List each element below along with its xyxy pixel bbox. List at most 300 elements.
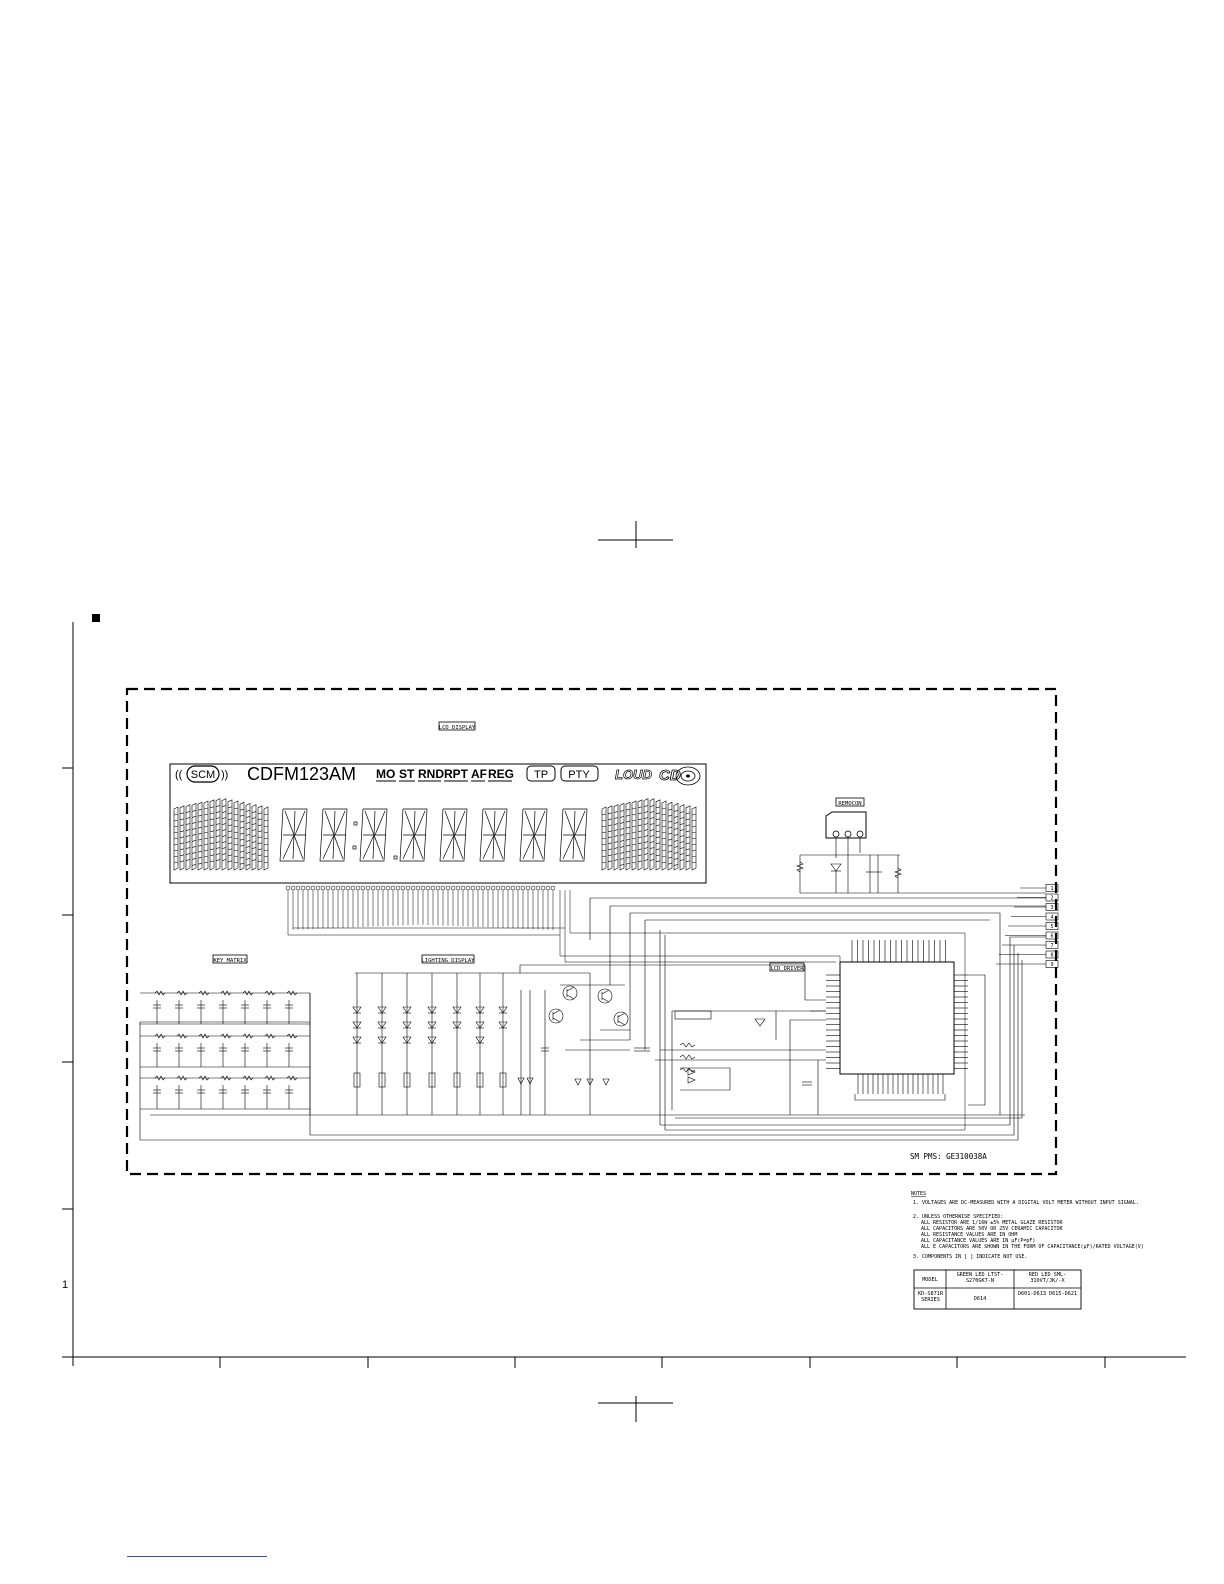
level-bar-segment bbox=[680, 818, 684, 819]
level-bar-segment bbox=[632, 838, 636, 839]
lcd-pin bbox=[471, 886, 475, 890]
digit-segment bbox=[525, 811, 534, 835]
digit-segment bbox=[403, 835, 414, 859]
level-bar-segment bbox=[180, 855, 184, 856]
level-bar-segment bbox=[620, 840, 624, 841]
ic-bottom-bus bbox=[855, 1094, 945, 1100]
lcd-pin bbox=[346, 886, 350, 890]
transistor-icon bbox=[614, 1012, 628, 1026]
level-bar-segment bbox=[662, 832, 666, 833]
notes-heading: NOTES bbox=[911, 1191, 927, 1197]
level-bar-segment bbox=[264, 826, 268, 827]
lcd-digit bbox=[440, 809, 467, 861]
level-bar-segment bbox=[650, 860, 654, 861]
connector-pin-number: 6 bbox=[1050, 933, 1054, 940]
level-bar-segment bbox=[240, 851, 244, 852]
level-bar-segment bbox=[240, 821, 244, 822]
led-table-header-red: RED LED SML-310VT/JK/-X bbox=[1028, 1272, 1067, 1284]
indicator-tp: TP bbox=[533, 769, 549, 781]
svg-text:((: (( bbox=[175, 769, 183, 781]
level-bar-segment bbox=[180, 861, 184, 862]
level-bar-segment bbox=[608, 861, 612, 862]
level-bar-segment bbox=[602, 826, 606, 827]
level-bar-segment bbox=[626, 815, 630, 816]
transistor-icon bbox=[598, 989, 612, 1003]
diode-icon bbox=[688, 1069, 695, 1075]
level-bar-segment bbox=[620, 816, 624, 817]
level-bar-segment bbox=[680, 812, 684, 813]
level-bar bbox=[644, 799, 648, 870]
level-bar-segment bbox=[198, 809, 202, 810]
level-bar-segment bbox=[240, 863, 244, 864]
level-bar-segment bbox=[252, 848, 256, 849]
level-bar-segment bbox=[626, 827, 630, 828]
level-bar-segment bbox=[210, 855, 214, 856]
wire bbox=[968, 975, 985, 1105]
level-bar bbox=[198, 802, 202, 870]
lcd-pin bbox=[496, 886, 500, 890]
level-bar-segment bbox=[186, 836, 190, 837]
level-bar-segment bbox=[644, 818, 648, 819]
level-bar-segment bbox=[602, 820, 606, 821]
digit-segment bbox=[365, 811, 374, 835]
level-bar-segment bbox=[668, 815, 672, 816]
level-bar-segment bbox=[614, 812, 618, 813]
level-bar-segment bbox=[246, 840, 250, 841]
grid-row-number: 1 bbox=[62, 1279, 69, 1291]
level-bar-segment bbox=[246, 852, 250, 853]
digit-segment bbox=[575, 811, 585, 835]
level-bar-segment bbox=[680, 824, 684, 825]
level-bar-segment bbox=[620, 828, 624, 829]
level-bar-segment bbox=[204, 820, 208, 821]
digit-segment bbox=[334, 835, 343, 859]
level-bar bbox=[222, 799, 226, 870]
level-bar-segment bbox=[186, 818, 190, 819]
digit-segment bbox=[335, 811, 345, 835]
bus-line bbox=[570, 890, 965, 1130]
connector-pin-number: 4 bbox=[1050, 914, 1054, 921]
lcd-pin bbox=[421, 886, 425, 890]
lcd-pin bbox=[536, 886, 540, 890]
level-bar bbox=[240, 802, 244, 870]
digit-segment bbox=[415, 811, 425, 835]
level-bar bbox=[228, 800, 232, 870]
level-bar-segment bbox=[222, 860, 226, 861]
level-bar-segment bbox=[246, 858, 250, 859]
indicator-pty: PTY bbox=[568, 769, 590, 781]
lcd-pin bbox=[426, 886, 430, 890]
level-bar-segment bbox=[638, 843, 642, 844]
cd-logo-text: CD bbox=[659, 767, 681, 784]
level-bar-segment bbox=[602, 850, 606, 851]
lcd-digit bbox=[400, 809, 427, 861]
level-bar-segment bbox=[228, 855, 232, 856]
level-bar-segment bbox=[246, 834, 250, 835]
level-bar-segment bbox=[602, 856, 606, 857]
level-bar-segment bbox=[632, 808, 636, 809]
level-bar bbox=[650, 799, 654, 870]
digit-segment bbox=[455, 811, 465, 835]
connector-pin-number: 1 bbox=[1050, 886, 1054, 892]
level-bar-segment bbox=[686, 837, 690, 838]
lcd-pin bbox=[446, 886, 450, 890]
level-bar-segment bbox=[692, 856, 696, 857]
level-bar-segment bbox=[204, 850, 208, 851]
level-bar-segment bbox=[222, 848, 226, 849]
digit-segment bbox=[485, 811, 494, 835]
connector-pin-number: 7 bbox=[1050, 943, 1054, 949]
level-bar-segment bbox=[264, 820, 268, 821]
resistor bbox=[675, 1011, 711, 1019]
diode-icon bbox=[603, 1079, 609, 1085]
level-bar-segment bbox=[198, 851, 202, 852]
level-bar-segment bbox=[644, 824, 648, 825]
level-bar-segment bbox=[210, 813, 214, 814]
lcd-pin bbox=[301, 886, 305, 890]
level-bar-segment bbox=[228, 843, 232, 844]
level-bar-segment bbox=[252, 860, 256, 861]
level-bar-segment bbox=[686, 861, 690, 862]
connector-trace bbox=[140, 953, 1018, 1140]
level-bar-segment bbox=[608, 819, 612, 820]
level-bar-segment bbox=[644, 836, 648, 837]
level-bar-segment bbox=[204, 856, 208, 857]
level-bar-segment bbox=[662, 826, 666, 827]
level-bar-segment bbox=[662, 844, 666, 845]
lcd-display-block bbox=[170, 722, 706, 883]
level-bar-segment bbox=[216, 812, 220, 813]
footer-link-underline[interactable] bbox=[127, 1556, 267, 1557]
level-bar-segment bbox=[692, 838, 696, 839]
connector-trace bbox=[630, 913, 1000, 1115]
level-bar-segment bbox=[174, 832, 178, 833]
level-bar-segment bbox=[674, 816, 678, 817]
level-bar-segment bbox=[644, 806, 648, 807]
level-bar-segment bbox=[602, 844, 606, 845]
digit-segment bbox=[494, 835, 503, 859]
level-bar-segment bbox=[174, 814, 178, 815]
level-bar-segment bbox=[186, 830, 190, 831]
level-bar-segment bbox=[198, 845, 202, 846]
section-bullet bbox=[92, 614, 100, 622]
level-bar-segment bbox=[246, 846, 250, 847]
level-bar-segment bbox=[662, 850, 666, 851]
digit-segment bbox=[443, 835, 454, 859]
level-bar-segment bbox=[662, 814, 666, 815]
level-bar-segment bbox=[674, 864, 678, 865]
lcd-pin bbox=[371, 886, 375, 890]
level-bar-segment bbox=[174, 844, 178, 845]
lcd-pin bbox=[411, 886, 415, 890]
level-bar-segment bbox=[252, 854, 256, 855]
lcd-pin bbox=[456, 886, 460, 890]
level-bar-segment bbox=[192, 864, 196, 865]
level-bar-segment bbox=[638, 831, 642, 832]
lcd-pin bbox=[296, 886, 300, 890]
level-bar-segment bbox=[246, 810, 250, 811]
note-line-5: ALL RESISTANCE VALUES ARE IN OHM bbox=[921, 1232, 1018, 1238]
lcd-pin bbox=[416, 886, 420, 890]
level-bar-segment bbox=[626, 809, 630, 810]
lighting-display-label: LIGHTING DISPLAY bbox=[421, 958, 475, 964]
level-bar-segment bbox=[222, 830, 226, 831]
indicator-rpt: RPT bbox=[444, 767, 468, 781]
lcd-pin bbox=[341, 886, 345, 890]
level-bar-segment bbox=[252, 818, 256, 819]
level-bar-segment bbox=[210, 837, 214, 838]
level-bar-segment bbox=[198, 815, 202, 816]
level-bar bbox=[234, 801, 238, 870]
level-bar-segment bbox=[686, 831, 690, 832]
level-bar-segment bbox=[210, 861, 214, 862]
note-line-2: 2. UNLESS OTHERWISE SPECIFIED: bbox=[913, 1214, 1004, 1220]
level-bar-segment bbox=[668, 839, 672, 840]
digit-segment bbox=[405, 811, 414, 835]
level-bar-segment bbox=[264, 814, 268, 815]
level-bar-segment bbox=[638, 861, 642, 862]
level-bar-segment bbox=[174, 838, 178, 839]
level-bar-segment bbox=[680, 836, 684, 837]
level-bar-segment bbox=[240, 833, 244, 834]
level-bar-segment bbox=[192, 816, 196, 817]
level-bar-segment bbox=[656, 825, 660, 826]
digit-segment bbox=[454, 835, 463, 859]
lcd-pin bbox=[336, 886, 340, 890]
diode-icon bbox=[755, 1019, 765, 1026]
lcd-pin bbox=[406, 886, 410, 890]
digit-segment bbox=[445, 811, 454, 835]
remocon-label: REMOCON bbox=[838, 801, 862, 807]
digit-segment bbox=[295, 811, 305, 835]
level-bar-segment bbox=[252, 824, 256, 825]
level-bar-segment bbox=[258, 861, 262, 862]
level-bar-segment bbox=[626, 839, 630, 840]
note-line-8: 3. COMPONENTS IN [ ] INDICATE NOT USE. bbox=[913, 1254, 1028, 1260]
connector-trace bbox=[675, 960, 1022, 1118]
level-bar-segment bbox=[632, 850, 636, 851]
level-bar-segment bbox=[644, 848, 648, 849]
level-bar-segment bbox=[246, 822, 250, 823]
wire bbox=[790, 1011, 826, 1115]
digit-segment bbox=[363, 835, 374, 859]
lcd-digits bbox=[280, 809, 587, 861]
level-bar-segment bbox=[686, 813, 690, 814]
transistor-emitter bbox=[567, 995, 574, 999]
level-bar-segment bbox=[680, 842, 684, 843]
level-bar-segment bbox=[258, 825, 262, 826]
indicator-reg: REG bbox=[488, 767, 515, 781]
level-bar-segment bbox=[674, 840, 678, 841]
level-bar bbox=[638, 800, 642, 870]
level-bar-segment bbox=[198, 827, 202, 828]
level-bar-segment bbox=[674, 858, 678, 859]
lcd-pin bbox=[516, 886, 520, 890]
resistor bbox=[680, 1068, 695, 1072]
level-bar-segment bbox=[204, 832, 208, 833]
svg-text:)): )) bbox=[221, 769, 229, 781]
level-bar-segment bbox=[620, 852, 624, 853]
level-bar-segment bbox=[662, 808, 666, 809]
digit-segment bbox=[534, 835, 543, 859]
level-bar-segment bbox=[668, 845, 672, 846]
registration-mark-bottom bbox=[598, 1396, 673, 1422]
transistor-icon bbox=[549, 1009, 563, 1023]
level-bar-segment bbox=[632, 856, 636, 857]
level-bar-segment bbox=[264, 832, 268, 833]
digit-segment bbox=[565, 811, 574, 835]
level-bar-segment bbox=[264, 838, 268, 839]
transistor-emitter bbox=[618, 1021, 625, 1025]
level-bar-segment bbox=[210, 807, 214, 808]
digit-segment bbox=[283, 835, 294, 859]
pms-code: SM PMS: GE310038A bbox=[910, 1152, 987, 1161]
level-bar-segment bbox=[632, 814, 636, 815]
scm-indicator bbox=[175, 766, 228, 782]
level-bar-segment bbox=[204, 862, 208, 863]
level-bar-segment bbox=[644, 842, 648, 843]
level-bar-segment bbox=[656, 807, 660, 808]
level-bar-segment bbox=[656, 849, 660, 850]
level-bar-segment bbox=[198, 833, 202, 834]
lighting-display-block bbox=[353, 955, 650, 1115]
level-bar-segment bbox=[608, 837, 612, 838]
level-bar-segment bbox=[174, 820, 178, 821]
lcd-driver-block bbox=[655, 940, 968, 1115]
level-bar bbox=[210, 800, 214, 870]
level-bar-segment bbox=[228, 837, 232, 838]
level-bar-segment bbox=[692, 820, 696, 821]
note-line-7: ALL E CAPACITORS ARE SHOWN IN THE FORM OF CAPACITANCE(μF)/RATED VOLTAGE(V) bbox=[921, 1244, 1144, 1250]
lcd-digit bbox=[480, 809, 507, 861]
decimal-dot bbox=[394, 856, 397, 859]
lcd-pin bbox=[351, 886, 355, 890]
led-table-cell-red: D601-D613 D615-D621 bbox=[1017, 1291, 1078, 1297]
level-bar-segment bbox=[174, 862, 178, 863]
digit-segment bbox=[414, 835, 423, 859]
level-bar-segment bbox=[662, 856, 666, 857]
level-bar-segment bbox=[216, 842, 220, 843]
indicator-mo: MO bbox=[376, 767, 396, 781]
lcd-pin bbox=[551, 886, 555, 890]
level-bar-segment bbox=[234, 856, 238, 857]
level-bar-segment bbox=[692, 862, 696, 863]
level-bar-segment bbox=[228, 819, 232, 820]
level-bar-segment bbox=[264, 856, 268, 857]
transistor-collector bbox=[567, 987, 574, 991]
level-bar-segment bbox=[264, 844, 268, 845]
level-bar-segment bbox=[620, 858, 624, 859]
lcd-pin bbox=[376, 886, 380, 890]
level-bar-segment bbox=[614, 842, 618, 843]
level-bar-segment bbox=[680, 848, 684, 849]
level-bar-segment bbox=[674, 846, 678, 847]
lcd-pin bbox=[546, 886, 550, 890]
level-bar-segment bbox=[644, 854, 648, 855]
level-bar-segment bbox=[222, 824, 226, 825]
lcd-digit bbox=[320, 809, 347, 861]
level-bar-segment bbox=[234, 826, 238, 827]
lcd-pin bbox=[391, 886, 395, 890]
lcd-pin bbox=[431, 886, 435, 890]
lcd-pin bbox=[381, 886, 385, 890]
level-bar-segment bbox=[210, 825, 214, 826]
lcd-pin bbox=[356, 886, 360, 890]
led-table bbox=[914, 1270, 1081, 1309]
level-bar bbox=[246, 803, 250, 870]
indicator-st: ST bbox=[399, 767, 415, 781]
level-bar-segment bbox=[644, 860, 648, 861]
level-bar bbox=[626, 802, 630, 870]
level-bar-segment bbox=[216, 848, 220, 849]
transistor-emitter bbox=[553, 1018, 560, 1022]
connector-pin-number: 2 bbox=[1050, 895, 1054, 902]
level-bar-segment bbox=[258, 831, 262, 832]
level-bar bbox=[656, 800, 660, 870]
level-bar-segment bbox=[638, 819, 642, 820]
level-bar-segment bbox=[668, 821, 672, 822]
level-bar-segment bbox=[186, 854, 190, 855]
level-bar-segment bbox=[650, 824, 654, 825]
led-table-header-model: MODEL bbox=[922, 1277, 938, 1283]
digit-segment bbox=[375, 811, 385, 835]
level-bar-segment bbox=[644, 830, 648, 831]
lcd-pin bbox=[306, 886, 310, 890]
level-bar-segment bbox=[222, 806, 226, 807]
digit-segment bbox=[325, 811, 334, 835]
level-bar-segment bbox=[198, 857, 202, 858]
colon-dot bbox=[354, 822, 357, 825]
level-bar-segment bbox=[192, 834, 196, 835]
level-bar-segment bbox=[602, 814, 606, 815]
level-bar-segment bbox=[246, 816, 250, 817]
level-bar-segment bbox=[608, 813, 612, 814]
level-bar-segment bbox=[650, 818, 654, 819]
level-bar-segment bbox=[620, 864, 624, 865]
level-bar-segment bbox=[180, 825, 184, 826]
lcd-pin bbox=[506, 886, 510, 890]
lcd-pin bbox=[436, 886, 440, 890]
level-bar-segment bbox=[656, 837, 660, 838]
level-bar-segment bbox=[186, 860, 190, 861]
level-bar-segment bbox=[186, 842, 190, 843]
level-bar-segment bbox=[608, 831, 612, 832]
level-bar-segment bbox=[264, 850, 268, 851]
level-bar-segment bbox=[650, 806, 654, 807]
level-bar-segment bbox=[252, 812, 256, 813]
level-bar-segment bbox=[602, 862, 606, 863]
lcd-pin bbox=[511, 886, 515, 890]
transistor-icon bbox=[563, 986, 577, 1000]
level-bar-segment bbox=[650, 854, 654, 855]
driver-wiring bbox=[776, 1011, 818, 1115]
level-bar-segment bbox=[656, 843, 660, 844]
connector-pin-number: 9 bbox=[1050, 962, 1054, 968]
lcd-pin bbox=[311, 886, 315, 890]
digit-segment bbox=[574, 835, 583, 859]
level-bar-segment bbox=[222, 818, 226, 819]
lcd-pin bbox=[531, 886, 535, 890]
level-bar-segment bbox=[620, 822, 624, 823]
level-bar-segment bbox=[674, 810, 678, 811]
digit-segment bbox=[323, 835, 334, 859]
level-bar-segment bbox=[638, 813, 642, 814]
level-bar-segment bbox=[692, 850, 696, 851]
level-bar-segment bbox=[210, 843, 214, 844]
level-bar-segment bbox=[234, 820, 238, 821]
level-bar-segment bbox=[192, 810, 196, 811]
registration-mark-top bbox=[598, 521, 673, 548]
